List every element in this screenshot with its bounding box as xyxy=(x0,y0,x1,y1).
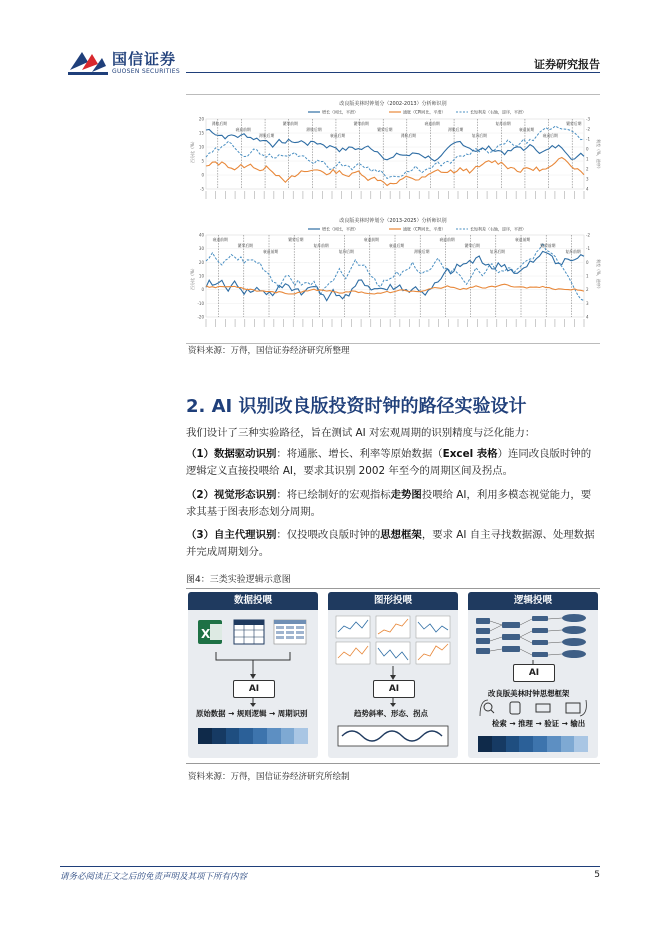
panel-data-feed-ai: AI xyxy=(233,680,275,698)
c1-ytick-right: -3 xyxy=(586,116,590,122)
flowchart-icon xyxy=(472,612,594,660)
chart2-ylabel: 百分比（%） xyxy=(190,266,195,290)
c2-phase-label: 衰退前期 xyxy=(439,237,455,242)
c2-xtick xyxy=(467,319,468,327)
method-1-excel: Excel 表格 xyxy=(442,448,498,460)
method-3-title: 自主代理识别 xyxy=(214,529,277,541)
mini-charts-icon xyxy=(334,614,452,666)
c2-xtick xyxy=(341,319,342,327)
figure4-diagram xyxy=(186,592,600,760)
c1-phase-label: 滞胀后期 xyxy=(306,127,322,132)
c2-phase-label: 繁荣后期 xyxy=(237,243,253,248)
logo-name-cn: 国信证券 xyxy=(112,50,177,68)
c2-xtick xyxy=(361,319,362,327)
c2-xtick xyxy=(545,319,546,327)
c1-xtick xyxy=(477,191,478,199)
c2-ytick-right: -1 xyxy=(586,246,590,252)
c1-phase-label: 衰退前期 xyxy=(235,127,251,132)
c1-phase-label: 滞胀后期 xyxy=(448,127,464,132)
c2-xtick xyxy=(351,319,352,327)
c1-ytick: 5 xyxy=(201,158,204,164)
chart1-legend xyxy=(308,109,526,115)
c1-xtick xyxy=(370,191,371,199)
c2-ytick: -10 xyxy=(197,300,204,306)
c2-ytick-right: 4 xyxy=(586,314,589,320)
c2-xtick xyxy=(293,319,294,327)
c1-phase-label: 繁荣前期 xyxy=(353,121,369,126)
c2-ytick: 20 xyxy=(198,259,204,265)
c1-xtick xyxy=(545,191,546,199)
c2-xtick xyxy=(370,319,371,327)
c2-xtick xyxy=(215,319,216,327)
c1-ytick-right: 1 xyxy=(586,156,589,162)
legend-spread-1: 长短利差（右轴，逆序，平滑） xyxy=(470,109,526,115)
panel-logic-feed-strip xyxy=(478,736,588,752)
footer-disclaimer: 请务必阅读正文之后的免责声明及其项下所有内容 xyxy=(60,872,248,882)
c1-xtick xyxy=(341,191,342,199)
c2-xtick xyxy=(274,319,275,327)
process-icons xyxy=(476,698,592,718)
method-2-number: （2） xyxy=(186,489,215,501)
c1-xtick xyxy=(574,191,575,199)
c1-xtick xyxy=(322,191,323,199)
method-1-text-a: ：将通胀、增长、利率等原始数据（ xyxy=(276,448,443,460)
method-2-chart: 走势图 xyxy=(390,489,422,501)
flow-arrows-1 xyxy=(198,650,308,680)
c2-xtick xyxy=(254,319,255,327)
c1-xtick xyxy=(555,191,556,199)
down-arrow-icon xyxy=(248,697,258,707)
c1-xtick xyxy=(496,191,497,199)
spreadsheet-icons xyxy=(196,616,310,648)
down-arrow-icon xyxy=(388,697,398,707)
panel-logic-feed-label: 改良版美林时钟思想框架 xyxy=(488,689,570,698)
c1-xtick xyxy=(564,191,565,199)
panel-chart-feed xyxy=(328,592,458,758)
c1-xtick xyxy=(361,191,362,199)
c1-ytick-right: -2 xyxy=(586,126,590,132)
c1-xtick xyxy=(487,191,488,199)
c2-ytick: 10 xyxy=(198,273,204,279)
chart1-ylabel-right: 利差（%，逆序） xyxy=(596,139,601,171)
method-3-number: （3） xyxy=(186,529,215,541)
c1-ytick-right: 4 xyxy=(586,186,589,192)
svg-text:X: X xyxy=(201,627,211,641)
c2-xtick xyxy=(225,319,226,327)
c2-ytick-right: -2 xyxy=(586,232,590,238)
panel-logic-feed-title: 逻辑投喂 xyxy=(468,592,598,610)
section-title: 2. AI 识别改良版投资时钟的路径实验设计 xyxy=(186,396,527,417)
chart2-ylabel-right: 利差（%，逆序） xyxy=(596,259,601,291)
c1-phase-label: 滞胀后期 xyxy=(211,121,227,126)
c2-phase-label: 衰退前期 xyxy=(212,237,228,242)
c2-phase-label: 衰退前期 xyxy=(363,237,379,242)
c2-ytick: 0 xyxy=(201,287,204,293)
c1-xtick xyxy=(215,191,216,199)
c1-xtick xyxy=(458,191,459,199)
panel-logic-feed-ai: AI xyxy=(513,664,555,682)
c2-ytick-right: 0 xyxy=(586,259,589,265)
c1-xtick xyxy=(235,191,236,199)
method-1-number: （1） xyxy=(186,448,215,460)
c2-phase-label: 衰退前期 xyxy=(263,249,279,254)
chart1-ylabel: 百分比（%） xyxy=(190,139,195,163)
c2-ytick-right: 2 xyxy=(586,287,589,293)
panel-logic-feed-steps: 检索 → 推理 → 验证 → 输出 xyxy=(492,719,586,728)
grid-icon xyxy=(274,620,306,644)
c2-xtick xyxy=(564,319,565,327)
method-2-text-a: ：将已绘制好的宏观指标 xyxy=(276,489,391,501)
c2-phase-label: 复苏前期 xyxy=(565,249,581,254)
c2-phase-label: 繁荣后期 xyxy=(464,243,480,248)
table-icon xyxy=(234,620,264,644)
c1-phase-label: 滞胀后期 xyxy=(259,133,275,138)
panel-chart-feed-label: 趋势斜率、形态、拐点 xyxy=(354,709,428,718)
method-1-text-b: ）连同改良版时钟的逻辑定义直接投喂给 AI，要求其识别 2002 年至今的周期区间及拐点。 xyxy=(186,448,592,477)
c1-phase-label: 滞胀后期 xyxy=(400,133,416,138)
c1-ytick: 10 xyxy=(198,144,204,150)
c1-xtick xyxy=(535,191,536,199)
figure4-top-rule xyxy=(186,588,600,589)
c2-xtick xyxy=(332,319,333,327)
c1-phase-label: 衰退前期 xyxy=(424,121,440,126)
c1-xtick xyxy=(312,191,313,199)
figure-top-source: 资料来源：万得，国信证券经济研究所整理 xyxy=(188,346,350,356)
c1-xtick xyxy=(225,191,226,199)
c1-xtick xyxy=(293,191,294,199)
method-2-title: 视觉形态识别 xyxy=(214,489,277,501)
figure4-source: 资料来源：万得，国信证券经济研究所绘制 xyxy=(188,772,350,782)
method-3-text-b: ，要求 AI 自主寻找数据源、处理数据并完成周期划分。 xyxy=(186,529,595,558)
panel-data-feed xyxy=(188,592,318,758)
panel-data-feed-title: 数据投喂 xyxy=(188,592,318,610)
c1-xtick xyxy=(380,191,381,199)
c2-xtick xyxy=(390,319,391,327)
c2-phase-label: 复苏前期 xyxy=(313,243,329,248)
c2-xtick xyxy=(477,319,478,327)
c1-xtick xyxy=(584,191,585,199)
c1-phase-label: 衰退后期 xyxy=(329,133,346,138)
c2-phase-label: 滞胀后期 xyxy=(414,249,430,254)
legend-spread-2: 长短利差（右轴，逆序，平滑） xyxy=(470,226,526,232)
chart1-title: 改良版美林时钟划分（2002-2013）分析师识别 xyxy=(339,101,447,107)
database-icon xyxy=(510,702,520,714)
c2-xtick xyxy=(496,319,497,327)
c1-xtick xyxy=(390,191,391,199)
c2-xtick xyxy=(429,319,430,327)
c2-xtick xyxy=(264,319,265,327)
c1-ytick-right: -1 xyxy=(586,136,590,142)
panel-logic-feed xyxy=(468,592,598,758)
c2-xtick xyxy=(380,319,381,327)
c1-xtick xyxy=(206,191,207,199)
wave-strip-icon xyxy=(338,726,448,746)
c1-ytick-right: 2 xyxy=(586,166,589,172)
excel-icon xyxy=(198,620,222,644)
c1-xtick xyxy=(506,191,507,199)
c1-ytick: -5 xyxy=(200,186,204,192)
c1-phase-label: 复苏后期 xyxy=(471,133,487,138)
method-3-framework: 思想框架 xyxy=(380,529,422,541)
c1-xtick xyxy=(429,191,430,199)
c1-phase-label: 衰退后期 xyxy=(542,133,558,138)
flow-arrows-2 xyxy=(338,666,448,680)
c1-xtick xyxy=(419,191,420,199)
c1-ytick: 0 xyxy=(201,172,204,178)
c2-xtick xyxy=(312,319,313,327)
method-3-paragraph xyxy=(186,527,600,561)
c2-ytick-right: 3 xyxy=(586,300,589,306)
company-logo xyxy=(68,46,188,80)
c2-xtick xyxy=(400,319,401,327)
c1-xtick xyxy=(254,191,255,199)
c1-xtick xyxy=(467,191,468,199)
c2-phase-label: 复苏后期 xyxy=(338,249,354,254)
intro-paragraph: 我们设计了三种实验路径，旨在测试 AI 对宏观周期的识别精度与泛化能力： xyxy=(186,427,536,439)
c2-phase-label: 繁荣前期 xyxy=(540,243,556,248)
c2-ytick: 40 xyxy=(198,232,204,238)
panel-chart-feed-title: 图形投喂 xyxy=(328,592,458,610)
c1-xtick xyxy=(526,191,527,199)
c2-xtick xyxy=(244,319,245,327)
c1-ytick-right: 0 xyxy=(586,146,589,152)
c1-xtick xyxy=(303,191,304,199)
c1-ytick-right: 3 xyxy=(586,176,589,182)
c1-phase-label: 繁荣后期 xyxy=(377,127,393,132)
c2-xtick xyxy=(574,319,575,327)
method-2-text-b: 投喂给 AI，利用多模态视觉能力，要求其基于图表形态划分周期。 xyxy=(186,489,592,518)
c1-xtick xyxy=(516,191,517,199)
c2-xtick xyxy=(322,319,323,327)
c1-phase-label: 衰退前期 xyxy=(518,127,535,132)
chart2-legend xyxy=(308,226,526,232)
cycle-charts-svg xyxy=(186,95,600,343)
check-icon xyxy=(536,704,550,712)
c1-phase-label: 繁荣前期 xyxy=(282,121,298,126)
panel-data-feed-strip xyxy=(198,728,308,744)
c2-ytick: 30 xyxy=(198,246,204,252)
footer-divider xyxy=(60,866,600,867)
c2-xtick xyxy=(419,319,420,327)
c2-xtick xyxy=(506,319,507,327)
c1-xtick xyxy=(351,191,352,199)
method-1-paragraph xyxy=(186,446,600,480)
c1-xtick xyxy=(244,191,245,199)
c2-xtick xyxy=(409,319,410,327)
c1-xtick xyxy=(448,191,449,199)
c2-xtick xyxy=(535,319,536,327)
cycle-charts-figure xyxy=(186,94,600,344)
c2-xtick xyxy=(516,319,517,327)
logo-name-en: GUOSEN SECURITIES xyxy=(112,68,181,75)
c2-xtick xyxy=(438,319,439,327)
c2-phase-label: 繁荣后期 xyxy=(288,237,304,242)
panel-data-feed-label: 原始数据 → 规则逻辑 → 周期识别 xyxy=(196,709,308,718)
c1-xtick xyxy=(264,191,265,199)
page-number: 5 xyxy=(594,870,600,880)
c1-phase-label: 复苏前期 xyxy=(495,121,511,126)
c2-xtick xyxy=(303,319,304,327)
search-icon xyxy=(491,710,494,713)
method-1-title: 数据驱动识别 xyxy=(214,448,277,460)
c2-xtick xyxy=(235,319,236,327)
method-3-text-a: ：仅投喂改良版时钟的 xyxy=(276,529,381,541)
c1-xtick xyxy=(332,191,333,199)
c1-ytick: 15 xyxy=(198,130,204,136)
c2-phase-label: 衰退前期 xyxy=(515,237,531,242)
c1-xtick xyxy=(283,191,284,199)
c2-phase-label: 衰退后期 xyxy=(389,243,405,248)
c2-xtick xyxy=(487,319,488,327)
logo-mark-icon xyxy=(68,48,108,78)
c2-xtick xyxy=(555,319,556,327)
c2-xtick xyxy=(458,319,459,327)
panel-chart-feed-ai: AI xyxy=(373,680,415,698)
legend-inflation-1: 通胀（CPI同比，平滑） xyxy=(403,109,446,115)
c1-xtick xyxy=(400,191,401,199)
chart2-title: 改良版美林时钟划分（2013-2025）分析师识别 xyxy=(339,218,447,224)
c1-phase-label: 繁荣后期 xyxy=(566,121,582,126)
legend-growth-2: 增长（同比，平滑） xyxy=(322,226,358,232)
c1-xtick xyxy=(438,191,439,199)
c2-ytick: -20 xyxy=(197,314,204,320)
figure4-bottom-rule xyxy=(186,763,600,764)
c2-ytick-right: 1 xyxy=(586,273,589,279)
figure4-caption: 图4：三类实验逻辑示意图 xyxy=(186,575,291,585)
c2-phase-label: 复苏后期 xyxy=(489,249,505,254)
method-2-paragraph xyxy=(186,487,600,521)
c2-xtick xyxy=(448,319,449,327)
c1-xtick xyxy=(274,191,275,199)
output-icon xyxy=(566,703,580,713)
legend-growth-1: 增长（同比，平滑） xyxy=(322,109,358,115)
c2-xtick xyxy=(526,319,527,327)
header-divider xyxy=(186,72,600,73)
c1-xtick xyxy=(409,191,410,199)
c2-xtick xyxy=(584,319,585,327)
c2-xtick xyxy=(283,319,284,327)
c2-xtick xyxy=(206,319,207,327)
c1-ytick: 20 xyxy=(198,116,204,122)
legend-inflation-2: 通胀（CPI同比，平滑） xyxy=(403,226,446,232)
report-type: 证券研究报告 xyxy=(534,58,600,71)
